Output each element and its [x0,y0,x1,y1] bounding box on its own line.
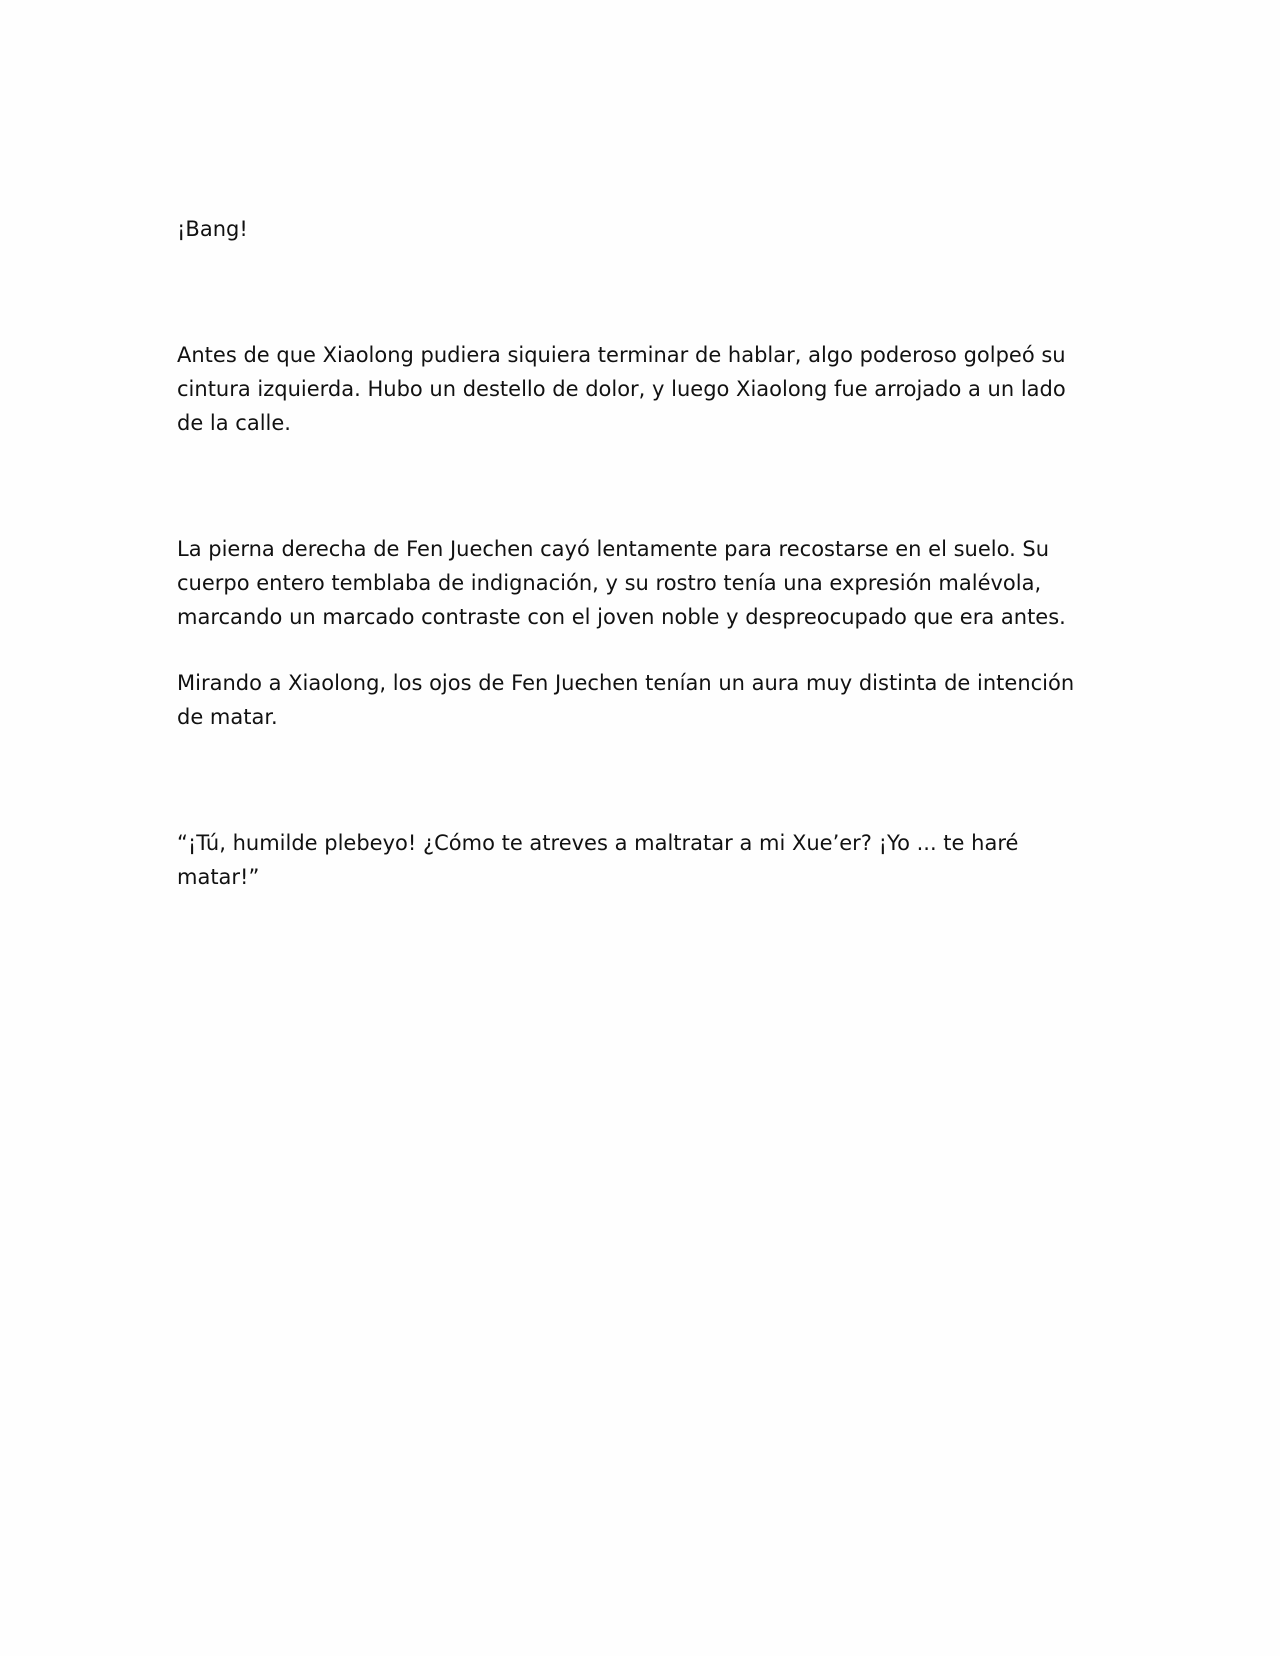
paragraph-exclamation: ¡Bang! [177,217,248,241]
paragraph-killing-intent: Mirando a Xiaolong, los ojos de Fen Juechen tenían un aura muy distinta de intención de matar. [177,671,1075,729]
paragraph-xiaolong-struck: Antes de que Xiaolong pudiera siquiera terminar de hablar, algo poderoso golpeó su cintura izquierda. Hubo un destello de dolor, y luego Xiaolong fue arrojado a un lado de la calle. [177,343,1066,435]
paragraph-fen-juechen-leg: La pierna derecha de Fen Juechen cayó lentamente para recostarse en el suelo. Su cuerpo entero temblaba de indignación, y su rostro tenía una expresión malévola, marcando un marcado contraste con el joven noble y despreocupado que era antes. [177,537,1066,629]
paragraph-dialogue: “¡Tú, humilde plebeyo! ¿Cómo te atreves a maltratar a mi Xue’er? ¡Yo ... te haré matar!” [177,831,1019,889]
